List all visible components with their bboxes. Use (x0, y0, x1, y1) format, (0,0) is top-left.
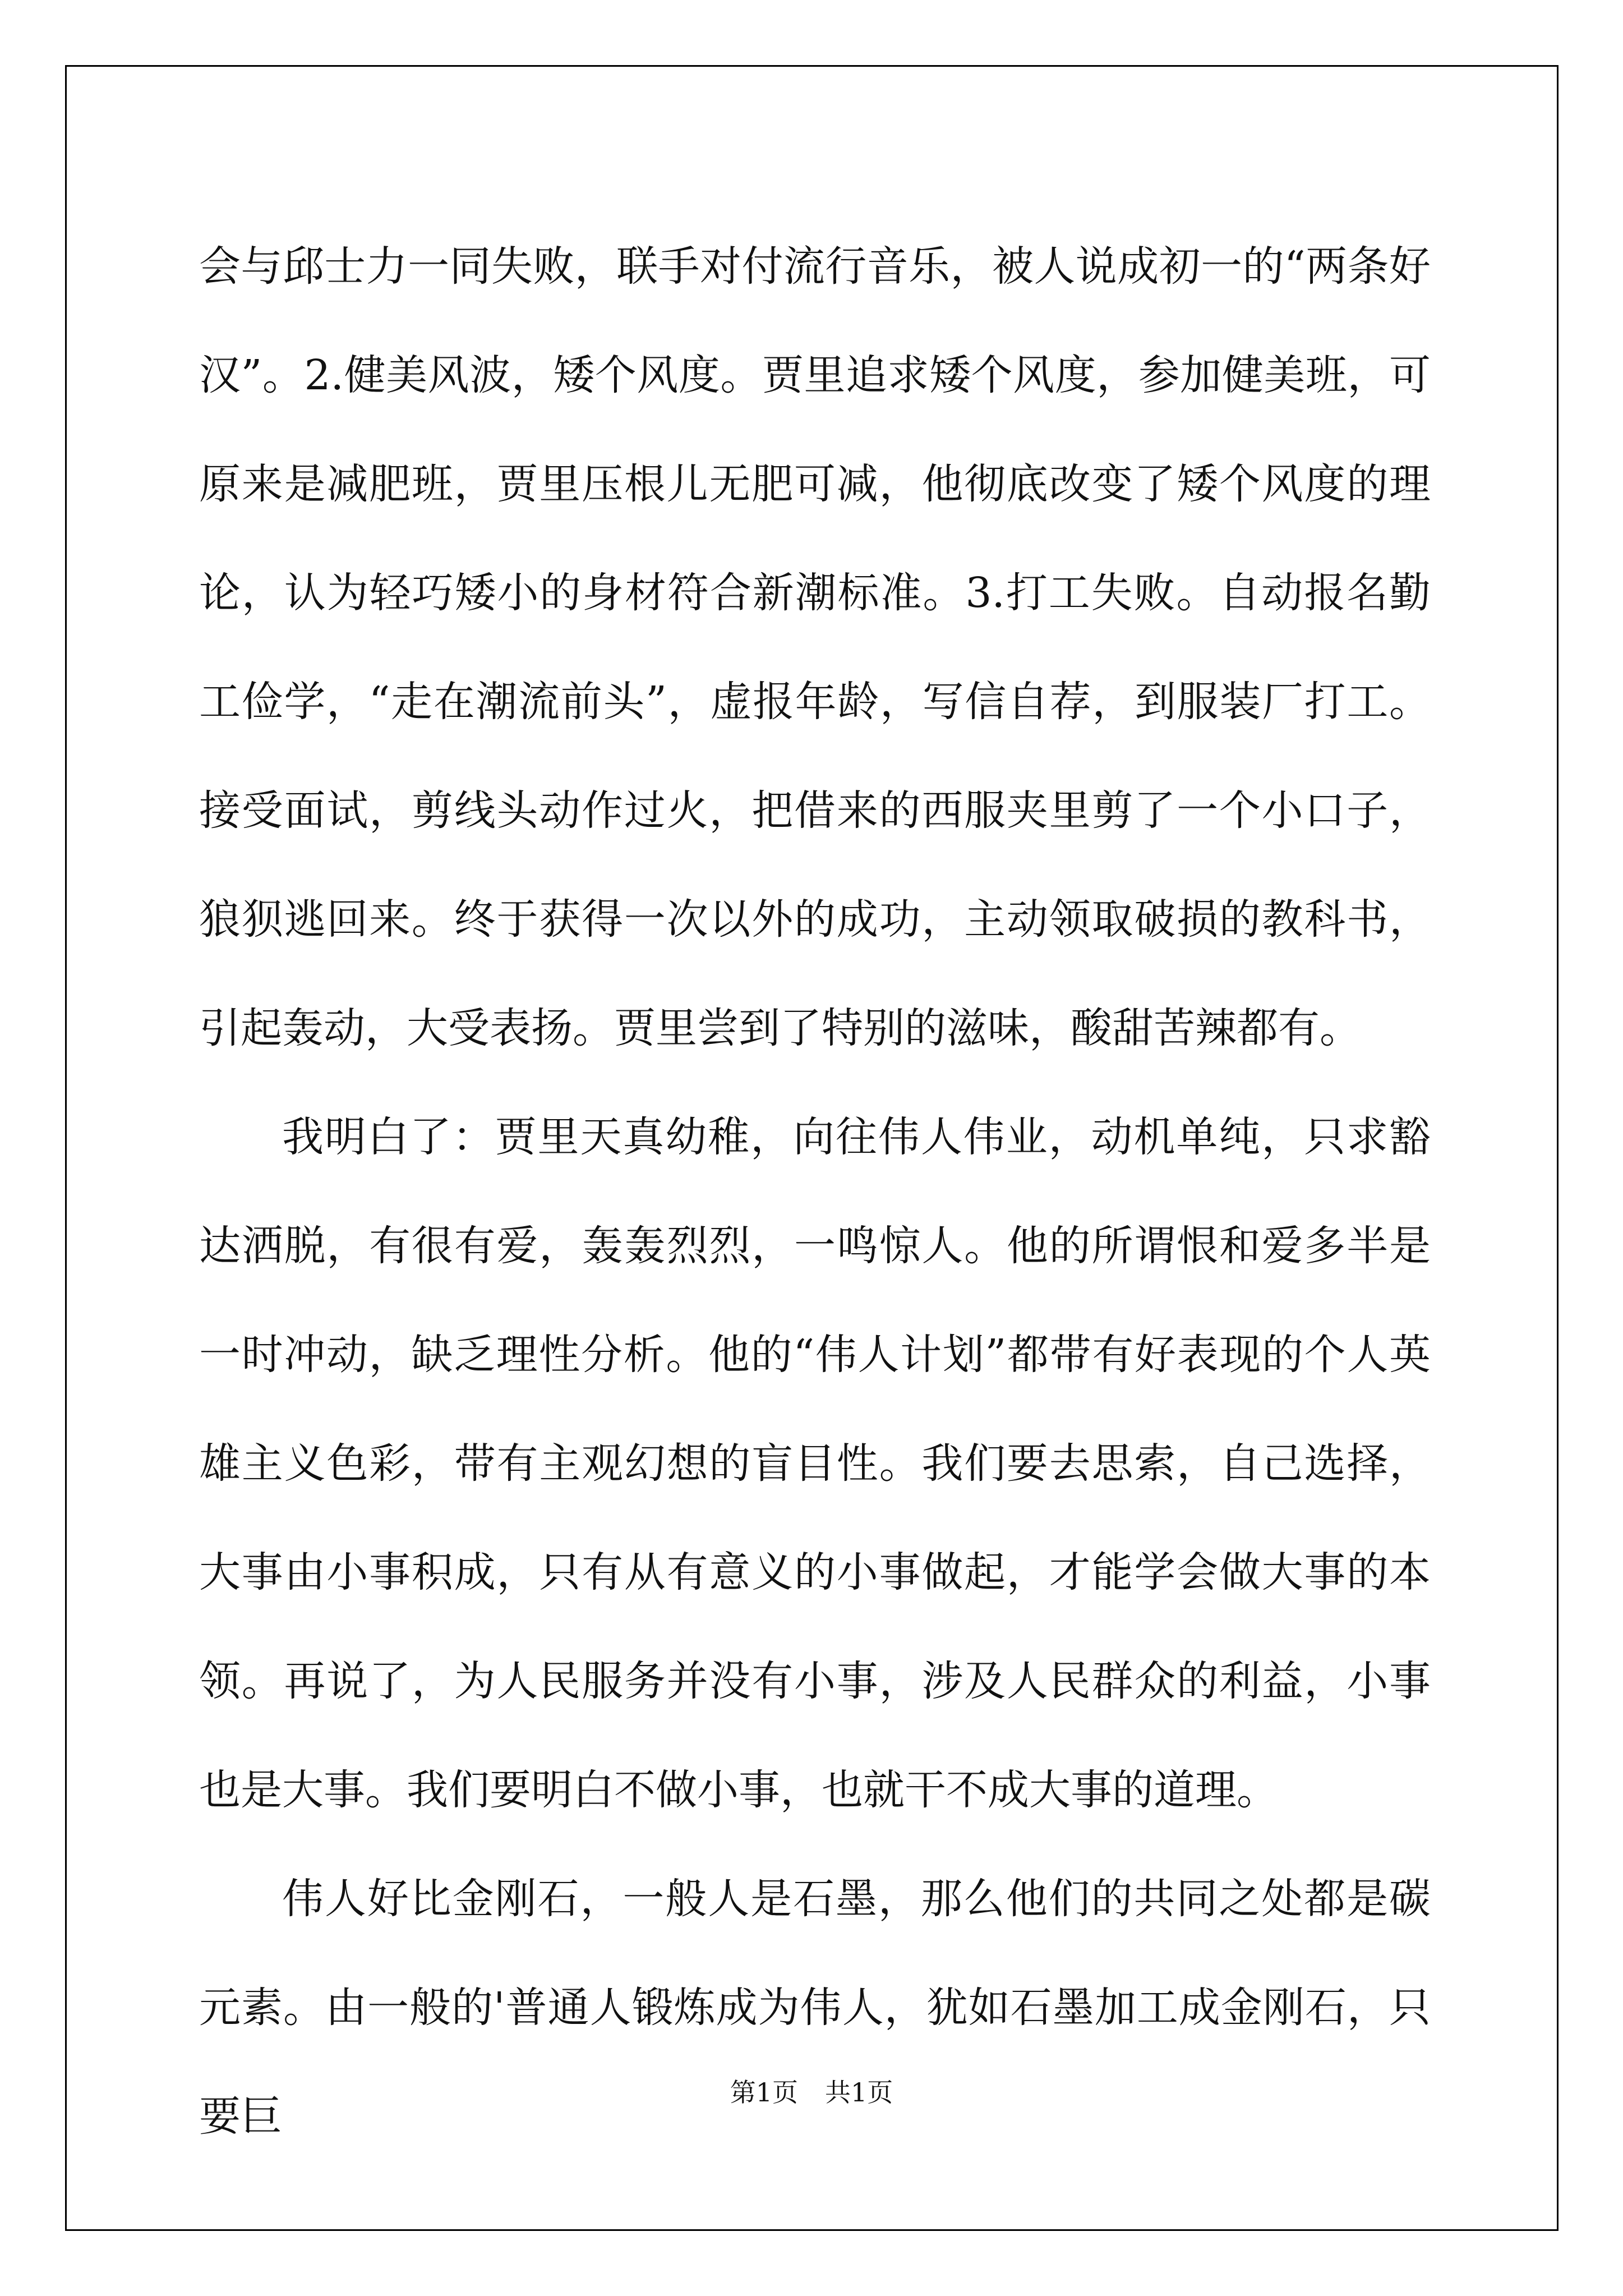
paragraph-3: 伟人好比金刚石，一般人是石墨，那么他们的共同之处都是碳元素。由一般的'普通人锻炼成为伟人，犹如石墨加工成金刚石，只要巨 (199, 1875, 1431, 2141)
page-total: 共1页 (825, 2077, 893, 2108)
paragraph-1: 会与邱士力一同失败，联手对付流行音乐，被人说成初一的“两条好汉”。2.健美风波，矮个风度。贾里追求矮个风度，参加健美班，可原来是减肥班，贾里压根儿无肥可减，他彻底改变了矮个风度的理论，认为轻巧矮小的身材符合新潮标准。3.打工失败。自动报名勤工俭学，“走在潮流前头”，虚报年龄，写信自荐，到服装厂打工。接受面试，剪线头动作过火，把借来的西服夹里剪了一个小口子，狼狈逃回来。终于获得一次以外的成功，主动领取破损的教科书，引起轰动，大受表扬。贾里尝到了特别的滋味，酸甜苦辣都有。 (199, 242, 1431, 1052)
document-body (199, 212, 1431, 2171)
page-number: 第1页 (730, 2077, 798, 2108)
page-footer (0, 2076, 1623, 2109)
paragraph-2: 我明白了：贾里天真幼稚，向往伟人伟业，动机单纯，只求豁达洒脱，有很有爱，轰轰烈烈，一鸣惊人。他的所谓恨和爱多半是一时冲动，缺乏理性分析。他的“伟人计划”都带有好表现的个人英雄主义色彩，带有主观幻想的盲目性。我们要去思索，自己选择，大事由小事积成，只有从有意义的小事做起，才能学会做大事的本领。再说了，为人民服务并没有小事，涉及人民群众的利益，小事也是大事。我们要明白不做小事，也就干不成大事的道理。 (199, 1113, 1431, 1814)
